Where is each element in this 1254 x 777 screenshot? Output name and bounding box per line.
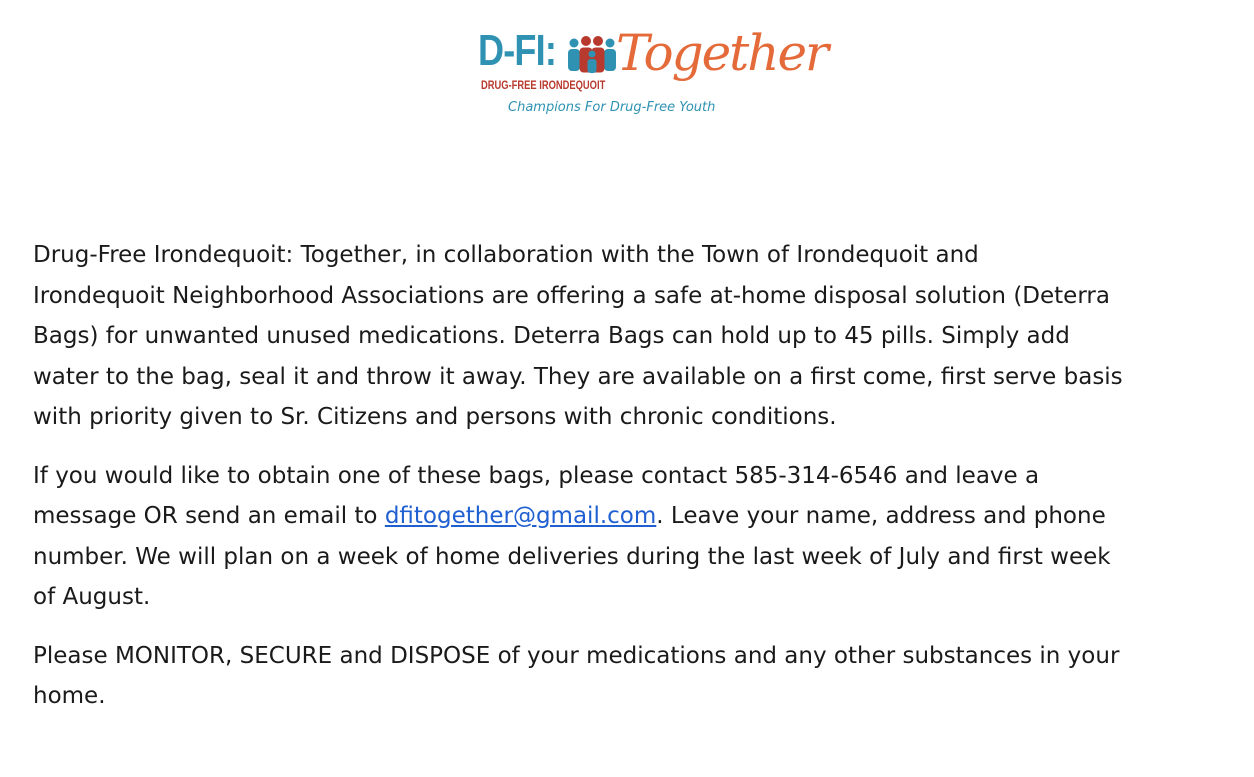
line-text-before-email: message OR send an email to: [33, 503, 385, 529]
email-link[interactable]: dfitogether@gmail.com: [384, 503, 657, 529]
line-text-after-email: . Leave your name, address and phone: [656, 503, 1106, 529]
paragraph-line: of August.: [33, 584, 151, 610]
document-body: [33, 235, 1233, 735]
paragraph-line: Drug-Free Irondequoit: Together, in collaboration with the Town of Irondequoit and: [33, 242, 979, 268]
paragraph-contact: [33, 456, 1233, 618]
logo-subtitle: DRUG-FREE IRONDEQUOIT: [481, 78, 606, 92]
logo-wordmark: Together: [616, 24, 827, 82]
paragraph-closing: [33, 636, 1233, 717]
paragraph-line: with priority given to Sr. Citizens and persons with chronic conditions.: [33, 404, 837, 430]
paragraph-line: number. We will plan on a week of home deliveries during the last week of July and first week: [33, 543, 1111, 570]
logo-acronym: D-FI:: [478, 26, 557, 75]
paragraph-line: Bags) for unwanted unused medications. Deterra Bags can hold up to 45 pills. Simply add: [33, 323, 1070, 349]
paragraph-line-email: [33, 496, 1233, 537]
logo-tagline: Champions For Drug-Free Youth: [508, 100, 716, 115]
people-group-icon: [564, 34, 620, 76]
paragraph-line: If you would like to obtain one of these bags, please contact 585-314-6546 and leave a: [33, 462, 1040, 489]
paragraph-line: Irondequoit Neighborhood Associations are offering a safe at-home disposal solution (Deterra: [33, 282, 1110, 309]
paragraph-line: water to the bag, seal it and throw it away. They are available on a first come, first serve basis: [33, 363, 1123, 390]
dfi-together-logo: [478, 24, 827, 122]
paragraph-line: home.: [33, 683, 106, 709]
paragraph-line: Please MONITOR, SECURE and DISPOSE of your medications and any other substances in your: [33, 642, 1120, 669]
paragraph-intro: [33, 235, 1233, 438]
